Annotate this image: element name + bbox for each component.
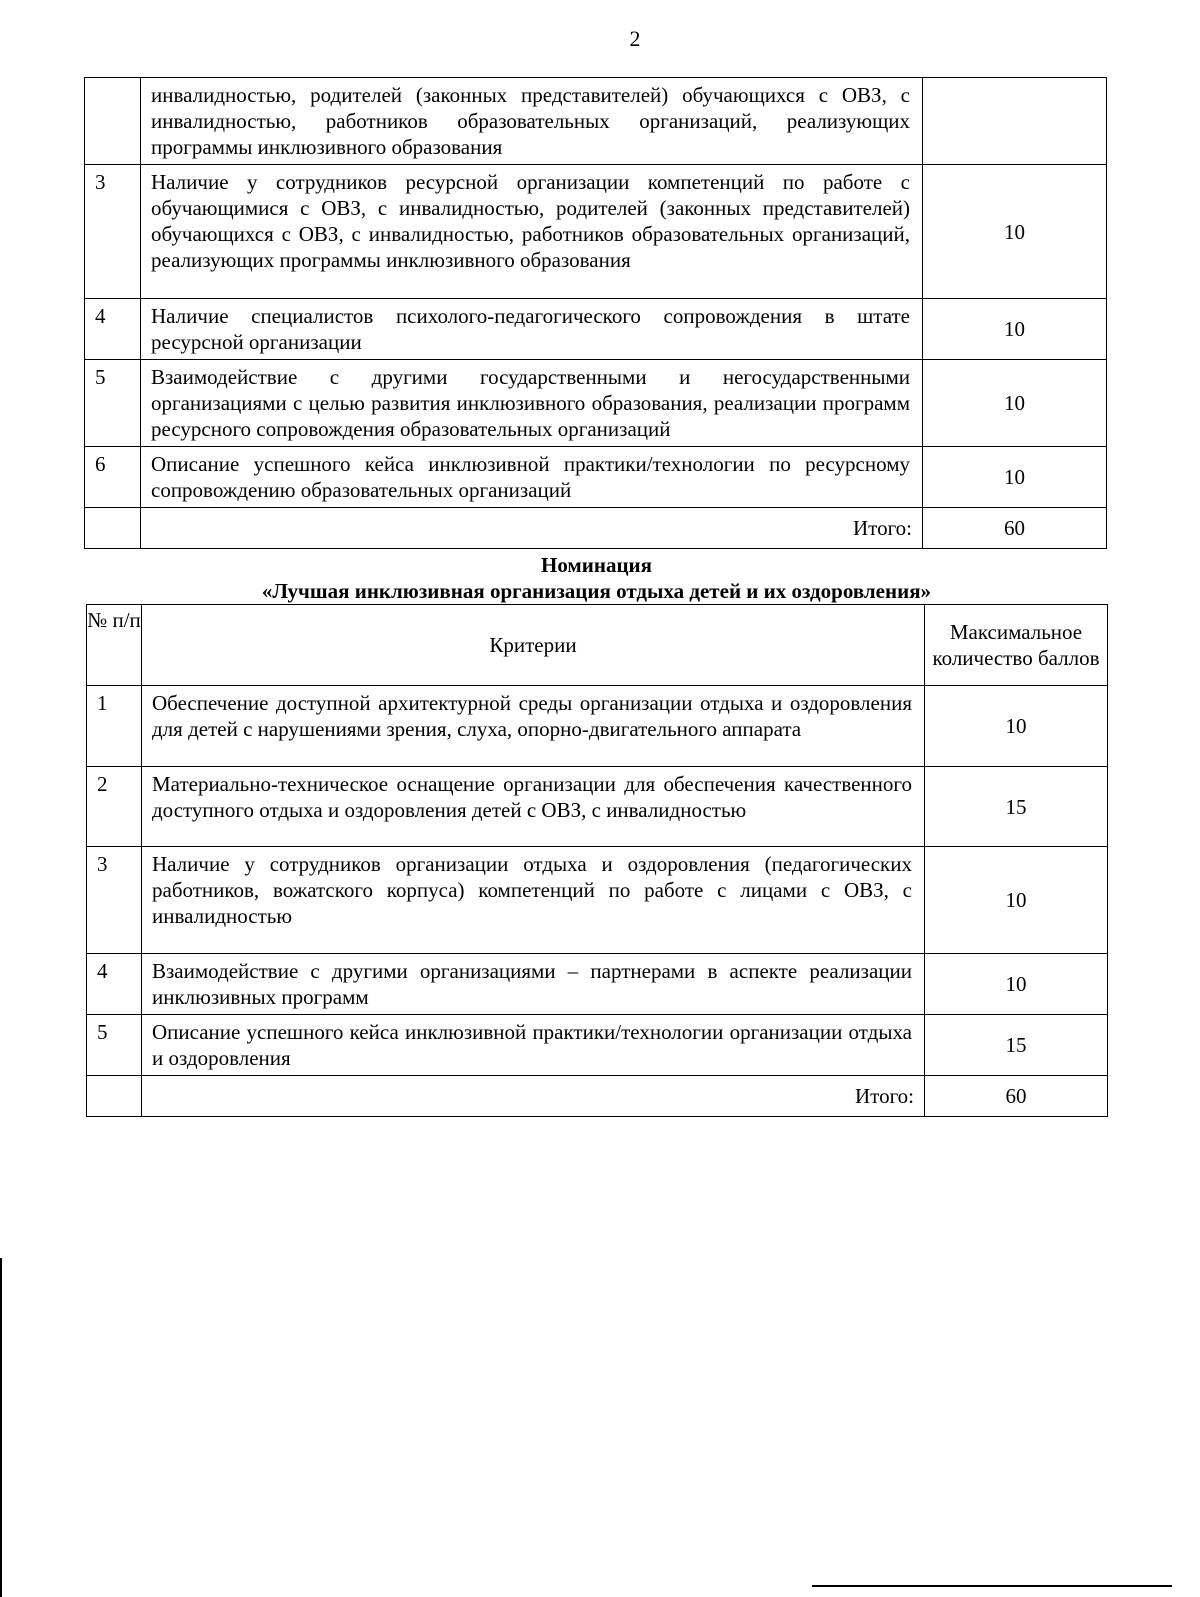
table-row [85, 165, 1107, 299]
row-number: 5 [85, 360, 141, 447]
points-value: 15 [925, 1015, 1108, 1076]
table-row [87, 767, 1108, 847]
table-row [87, 954, 1108, 1015]
nomination-title: Номинация [541, 553, 652, 577]
criterion-text: Обеспечение доступной архитектурной среды организации отдыха и оздоровления для детей с нарушениями зрения, слуха, опорно-двигательного аппарата [142, 686, 925, 767]
table-row [87, 847, 1108, 954]
total-label: Итого: [142, 1076, 925, 1117]
criterion-text: Наличие специалистов психолого-педагогического сопровождения в штате ресурсной организации [141, 299, 923, 360]
scan-edge-line [0, 1258, 2, 1597]
table-row [87, 686, 1108, 767]
table-row [85, 299, 1107, 360]
table-header-row [87, 605, 1108, 686]
criterion-text: Наличие у сотрудников организации отдыха и оздоровления (педагогических работников, вожатского корпуса) компетенций по работе с лицами с ОВЗ, с инвалидностью [142, 847, 925, 954]
row-number: 3 [87, 847, 142, 954]
row-number [85, 78, 141, 165]
row-number: 5 [87, 1015, 142, 1076]
row-number: 3 [85, 165, 141, 299]
points-value: 15 [925, 767, 1108, 847]
row-number: 1 [87, 686, 142, 767]
points-value: 10 [923, 447, 1107, 508]
total-row [85, 508, 1107, 549]
total-label: Итого: [141, 508, 923, 549]
total-value: 60 [923, 508, 1107, 549]
points-value: 10 [923, 165, 1107, 299]
nomination-subtitle: «Лучшая инклюзивная организация отдыха детей и их оздоровления» [261, 579, 932, 603]
criterion-text: инвалидностью, родителей (законных представителей) обучающихся с ОВЗ, с инвалидностью, работников образовательных организаций, реализующих программы инклюзивного образования [141, 78, 923, 165]
total-value: 60 [925, 1076, 1108, 1117]
row-number: 4 [87, 954, 142, 1015]
points-value: 10 [923, 360, 1107, 447]
row-number: 2 [87, 767, 142, 847]
criterion-text: Взаимодействие с другими государственными и негосударственными организациями с целью развития инклюзивного образования, реализации программ ресурсного сопровождения образовательных организаций [141, 360, 923, 447]
header-points: Максимальное количество баллов [925, 605, 1108, 686]
criterion-text: Описание успешного кейса инклюзивной практики/технологии организации отдыха и оздоровления [142, 1015, 925, 1076]
scan-edge-line [812, 1585, 1172, 1587]
table-row [85, 360, 1107, 447]
page-number: 2 [629, 26, 641, 51]
criterion-text: Взаимодействие с другими организациями – партнерами в аспекте реализации инклюзивных программ [142, 954, 925, 1015]
criteria-table-2 [86, 604, 1108, 1117]
header-num: № п/п [87, 605, 142, 686]
table-row [85, 78, 1107, 165]
criteria-table-1 [84, 77, 1107, 549]
points-value: 10 [925, 954, 1108, 1015]
points-value: 10 [925, 847, 1108, 954]
empty-cell [85, 508, 141, 549]
header-criteria: Критерии [142, 605, 925, 686]
table-row [85, 447, 1107, 508]
table-row [87, 1015, 1108, 1076]
points-value: 10 [925, 686, 1108, 767]
points-value: 10 [923, 299, 1107, 360]
total-row [87, 1076, 1108, 1117]
row-number: 6 [85, 447, 141, 508]
criterion-text: Описание успешного кейса инклюзивной практики/технологии по ресурсному сопровождению образовательных организаций [141, 447, 923, 508]
criterion-text: Материально-техническое оснащение организации для обеспечения качественного доступного отдыха и оздоровления детей с ОВЗ, с инвалидностью [142, 767, 925, 847]
row-number: 4 [85, 299, 141, 360]
points-value [923, 78, 1107, 165]
empty-cell [87, 1076, 142, 1117]
criterion-text: Наличие у сотрудников ресурсной организации компетенций по работе с обучающимися с ОВЗ, с инвалидностью, родителей (законных представителей) обучающихся с ОВЗ, с инвалидностью, работников образовательных организаций, реализующих программы инклюзивного образования [141, 165, 923, 299]
